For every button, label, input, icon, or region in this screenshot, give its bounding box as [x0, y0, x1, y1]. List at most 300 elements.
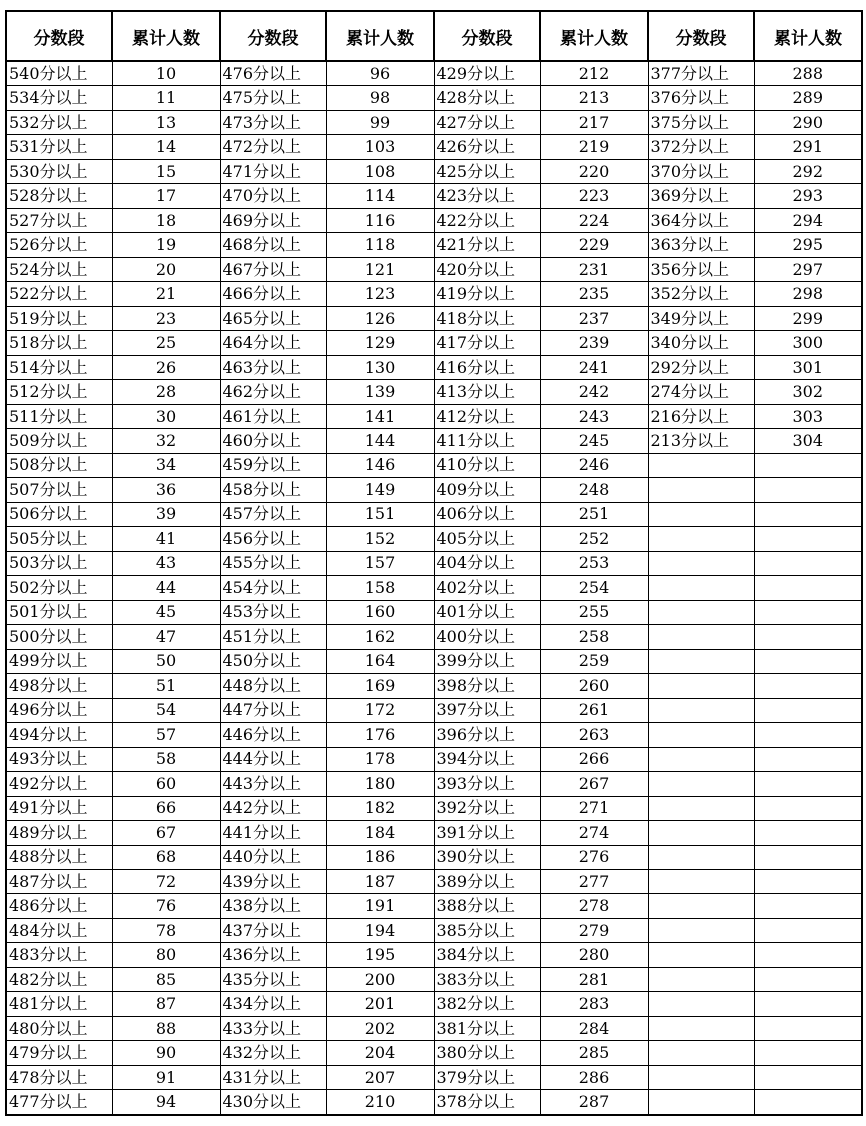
score-range-cell: 417分以上	[434, 331, 540, 355]
cumulative-count-cell: 130	[326, 355, 434, 379]
cumulative-count-cell: 21	[112, 282, 220, 306]
cumulative-count-cell: 34	[112, 453, 220, 477]
score-range-cell	[648, 943, 754, 967]
score-range-cell: 493分以上	[6, 747, 112, 771]
score-range-cell: 376分以上	[648, 86, 754, 110]
score-range-cell	[648, 894, 754, 918]
score-range-cell: 443分以上	[220, 772, 326, 796]
cumulative-count-cell: 50	[112, 649, 220, 673]
cumulative-count-cell: 103	[326, 135, 434, 159]
cumulative-count-cell: 149	[326, 478, 434, 502]
score-range-cell	[648, 551, 754, 575]
score-range-cell: 447分以上	[220, 698, 326, 722]
cumulative-count-cell	[754, 943, 862, 967]
cumulative-count-cell: 259	[540, 649, 648, 673]
score-range-cell: 429分以上	[434, 61, 540, 86]
cumulative-count-cell: 58	[112, 747, 220, 771]
score-range-cell: 419分以上	[434, 282, 540, 306]
score-range-cell: 512分以上	[6, 380, 112, 404]
header-cumulative-count-1: 累计人数	[112, 11, 220, 61]
cumulative-count-cell: 301	[754, 355, 862, 379]
cumulative-count-cell: 88	[112, 1016, 220, 1040]
score-range-cell: 501分以上	[6, 600, 112, 624]
score-range-cell: 462分以上	[220, 380, 326, 404]
score-range-cell: 369分以上	[648, 184, 754, 208]
score-range-cell: 421分以上	[434, 233, 540, 257]
cumulative-count-cell: 286	[540, 1065, 648, 1089]
score-range-cell: 450分以上	[220, 649, 326, 673]
cumulative-count-cell: 204	[326, 1041, 434, 1065]
score-range-cell: 494分以上	[6, 723, 112, 747]
cumulative-count-cell: 213	[540, 86, 648, 110]
score-range-cell: 439分以上	[220, 869, 326, 893]
score-range-cell	[648, 821, 754, 845]
cumulative-count-cell: 144	[326, 429, 434, 453]
score-range-cell	[648, 502, 754, 526]
score-range-cell: 399分以上	[434, 649, 540, 673]
cumulative-count-cell: 20	[112, 257, 220, 281]
cumulative-count-cell: 126	[326, 306, 434, 330]
table-row	[6, 869, 862, 893]
score-range-cell: 396分以上	[434, 723, 540, 747]
score-range-cell: 454分以上	[220, 576, 326, 600]
score-range-cell: 406分以上	[434, 502, 540, 526]
score-range-cell: 530分以上	[6, 159, 112, 183]
score-range-cell: 383分以上	[434, 967, 540, 991]
table-row	[6, 1090, 862, 1115]
table-row	[6, 967, 862, 991]
score-range-cell: 522分以上	[6, 282, 112, 306]
score-range-cell: 492分以上	[6, 772, 112, 796]
cumulative-count-cell: 300	[754, 331, 862, 355]
score-range-cell: 488分以上	[6, 845, 112, 869]
score-range-cell: 352分以上	[648, 282, 754, 306]
cumulative-count-cell	[754, 869, 862, 893]
score-range-cell	[648, 796, 754, 820]
cumulative-count-cell	[754, 478, 862, 502]
score-range-cell: 397分以上	[434, 698, 540, 722]
table-row	[6, 110, 862, 134]
cumulative-count-cell: 68	[112, 845, 220, 869]
header-score-range-1: 分数段	[6, 11, 112, 61]
cumulative-count-cell: 118	[326, 233, 434, 257]
score-range-cell: 370分以上	[648, 159, 754, 183]
cumulative-count-cell: 123	[326, 282, 434, 306]
score-range-cell: 503分以上	[6, 551, 112, 575]
score-range-cell: 440分以上	[220, 845, 326, 869]
score-range-cell	[648, 1090, 754, 1115]
cumulative-count-cell: 202	[326, 1016, 434, 1040]
score-range-cell: 477分以上	[6, 1090, 112, 1115]
score-range-cell	[648, 992, 754, 1016]
score-range-cell: 420分以上	[434, 257, 540, 281]
cumulative-count-cell: 302	[754, 380, 862, 404]
score-range-cell: 502分以上	[6, 576, 112, 600]
score-range-cell: 398分以上	[434, 674, 540, 698]
score-range-cell: 475分以上	[220, 86, 326, 110]
cumulative-count-cell: 14	[112, 135, 220, 159]
table-row	[6, 355, 862, 379]
score-range-cell: 463分以上	[220, 355, 326, 379]
cumulative-count-cell	[754, 1041, 862, 1065]
score-range-cell: 487分以上	[6, 869, 112, 893]
score-range-cell: 448分以上	[220, 674, 326, 698]
cumulative-count-cell: 246	[540, 453, 648, 477]
cumulative-count-cell: 191	[326, 894, 434, 918]
score-range-cell: 499分以上	[6, 649, 112, 673]
score-range-cell: 496分以上	[6, 698, 112, 722]
cumulative-count-cell: 96	[326, 61, 434, 86]
cumulative-count-cell: 10	[112, 61, 220, 86]
score-range-cell: 460分以上	[220, 429, 326, 453]
cumulative-count-cell: 157	[326, 551, 434, 575]
cumulative-count-cell: 178	[326, 747, 434, 771]
score-range-cell: 400分以上	[434, 625, 540, 649]
cumulative-count-cell: 94	[112, 1090, 220, 1115]
score-range-cell: 442分以上	[220, 796, 326, 820]
cumulative-count-cell: 51	[112, 674, 220, 698]
score-range-cell	[648, 527, 754, 551]
cumulative-count-cell: 91	[112, 1065, 220, 1089]
cumulative-count-cell: 108	[326, 159, 434, 183]
score-range-cell	[648, 1016, 754, 1040]
cumulative-count-cell	[754, 527, 862, 551]
cumulative-count-cell: 217	[540, 110, 648, 134]
score-range-cell: 458分以上	[220, 478, 326, 502]
cumulative-count-cell: 13	[112, 110, 220, 134]
cumulative-count-cell: 195	[326, 943, 434, 967]
cumulative-count-cell: 271	[540, 796, 648, 820]
table-row	[6, 527, 862, 551]
table-row	[6, 845, 862, 869]
cumulative-count-cell: 45	[112, 600, 220, 624]
cumulative-count-cell: 297	[754, 257, 862, 281]
cumulative-count-cell: 281	[540, 967, 648, 991]
table-row	[6, 453, 862, 477]
score-range-cell: 349分以上	[648, 306, 754, 330]
table-row	[6, 380, 862, 404]
score-range-cell: 526分以上	[6, 233, 112, 257]
cumulative-count-cell	[754, 723, 862, 747]
score-range-cell: 519分以上	[6, 306, 112, 330]
cumulative-count-cell: 251	[540, 502, 648, 526]
cumulative-count-cell	[754, 551, 862, 575]
cumulative-count-cell: 164	[326, 649, 434, 673]
cumulative-count-cell: 254	[540, 576, 648, 600]
score-range-cell: 468分以上	[220, 233, 326, 257]
score-range-cell: 461分以上	[220, 404, 326, 428]
score-range-cell: 505分以上	[6, 527, 112, 551]
table-row	[6, 184, 862, 208]
score-range-cell: 390分以上	[434, 845, 540, 869]
cumulative-count-cell: 304	[754, 429, 862, 453]
score-range-cell	[648, 869, 754, 893]
cumulative-count-cell: 245	[540, 429, 648, 453]
score-range-cell: 410分以上	[434, 453, 540, 477]
cumulative-count-cell: 98	[326, 86, 434, 110]
cumulative-count-cell	[754, 625, 862, 649]
cumulative-count-cell	[754, 453, 862, 477]
cumulative-count-cell: 67	[112, 821, 220, 845]
table-row	[6, 86, 862, 110]
score-range-cell: 216分以上	[648, 404, 754, 428]
cumulative-count-cell: 162	[326, 625, 434, 649]
score-range-cell: 425分以上	[434, 159, 540, 183]
cumulative-count-cell: 255	[540, 600, 648, 624]
score-distribution-sheet	[5, 10, 861, 1116]
score-range-cell: 508分以上	[6, 453, 112, 477]
score-range-cell: 413分以上	[434, 380, 540, 404]
cumulative-count-cell: 76	[112, 894, 220, 918]
cumulative-count-cell: 129	[326, 331, 434, 355]
cumulative-count-cell: 299	[754, 306, 862, 330]
cumulative-count-cell: 280	[540, 943, 648, 967]
cumulative-count-cell: 141	[326, 404, 434, 428]
score-range-cell: 426分以上	[434, 135, 540, 159]
cumulative-count-cell: 274	[540, 821, 648, 845]
score-range-cell: 427分以上	[434, 110, 540, 134]
score-range-cell: 459分以上	[220, 453, 326, 477]
score-range-cell: 491分以上	[6, 796, 112, 820]
cumulative-count-cell: 194	[326, 918, 434, 942]
score-range-cell: 514分以上	[6, 355, 112, 379]
score-range-cell: 418分以上	[434, 306, 540, 330]
cumulative-count-cell: 303	[754, 404, 862, 428]
score-range-cell: 482分以上	[6, 967, 112, 991]
cumulative-count-cell	[754, 918, 862, 942]
score-range-cell: 391分以上	[434, 821, 540, 845]
cumulative-count-cell	[754, 821, 862, 845]
cumulative-count-cell: 298	[754, 282, 862, 306]
score-range-cell: 405分以上	[434, 527, 540, 551]
cumulative-count-cell: 160	[326, 600, 434, 624]
score-range-cell: 375分以上	[648, 110, 754, 134]
score-range-cell: 473分以上	[220, 110, 326, 134]
cumulative-count-cell: 289	[754, 86, 862, 110]
score-range-cell: 453分以上	[220, 600, 326, 624]
score-range-cell: 478分以上	[6, 1065, 112, 1089]
cumulative-count-cell: 292	[754, 159, 862, 183]
cumulative-count-cell: 60	[112, 772, 220, 796]
cumulative-count-cell: 41	[112, 527, 220, 551]
score-range-cell: 377分以上	[648, 61, 754, 86]
score-range-cell: 409分以上	[434, 478, 540, 502]
score-range-cell: 518分以上	[6, 331, 112, 355]
table-row	[6, 551, 862, 575]
cumulative-count-cell: 36	[112, 478, 220, 502]
cumulative-count-cell: 66	[112, 796, 220, 820]
score-range-cell: 412分以上	[434, 404, 540, 428]
score-range-cell	[648, 674, 754, 698]
score-range-cell: 506分以上	[6, 502, 112, 526]
cumulative-count-cell	[754, 1090, 862, 1115]
cumulative-count-cell: 17	[112, 184, 220, 208]
cumulative-count-cell	[754, 772, 862, 796]
score-range-cell: 479分以上	[6, 1041, 112, 1065]
score-range-cell: 456分以上	[220, 527, 326, 551]
cumulative-count-cell: 253	[540, 551, 648, 575]
cumulative-count-cell: 231	[540, 257, 648, 281]
score-range-cell: 422分以上	[434, 208, 540, 232]
table-body	[6, 61, 862, 1115]
score-range-cell	[648, 845, 754, 869]
score-range-cell: 401分以上	[434, 600, 540, 624]
cumulative-count-cell: 276	[540, 845, 648, 869]
cumulative-count-cell: 242	[540, 380, 648, 404]
score-range-cell: 467分以上	[220, 257, 326, 281]
cumulative-count-cell: 293	[754, 184, 862, 208]
score-range-cell: 470分以上	[220, 184, 326, 208]
score-range-cell: 446分以上	[220, 723, 326, 747]
cumulative-count-cell: 219	[540, 135, 648, 159]
score-range-cell	[648, 918, 754, 942]
score-range-cell: 378分以上	[434, 1090, 540, 1115]
score-range-cell: 455分以上	[220, 551, 326, 575]
score-range-cell: 392分以上	[434, 796, 540, 820]
cumulative-count-cell: 28	[112, 380, 220, 404]
table-row	[6, 918, 862, 942]
score-range-cell: 466分以上	[220, 282, 326, 306]
cumulative-count-cell: 266	[540, 747, 648, 771]
score-range-cell: 402分以上	[434, 576, 540, 600]
table-row	[6, 796, 862, 820]
cumulative-count-cell: 223	[540, 184, 648, 208]
score-range-cell	[648, 600, 754, 624]
cumulative-count-cell: 186	[326, 845, 434, 869]
score-range-cell	[648, 772, 754, 796]
cumulative-count-cell: 284	[540, 1016, 648, 1040]
cumulative-count-cell	[754, 502, 862, 526]
cumulative-count-cell: 158	[326, 576, 434, 600]
table-row	[6, 747, 862, 771]
score-range-cell	[648, 576, 754, 600]
cumulative-count-cell: 243	[540, 404, 648, 428]
score-range-cell: 484分以上	[6, 918, 112, 942]
table-row	[6, 723, 862, 747]
cumulative-count-cell: 116	[326, 208, 434, 232]
cumulative-count-cell: 172	[326, 698, 434, 722]
table-row	[6, 698, 862, 722]
score-range-cell: 483分以上	[6, 943, 112, 967]
cumulative-count-cell: 25	[112, 331, 220, 355]
header-cumulative-count-2: 累计人数	[326, 11, 434, 61]
score-range-cell	[648, 649, 754, 673]
table-row	[6, 233, 862, 257]
score-range-cell: 436分以上	[220, 943, 326, 967]
table-row	[6, 208, 862, 232]
score-range-cell: 471分以上	[220, 159, 326, 183]
cumulative-count-cell: 151	[326, 502, 434, 526]
cumulative-count-cell: 26	[112, 355, 220, 379]
cumulative-count-cell: 288	[754, 61, 862, 86]
table-row	[6, 649, 862, 673]
cumulative-count-cell: 114	[326, 184, 434, 208]
cumulative-count-cell: 261	[540, 698, 648, 722]
score-range-cell: 433分以上	[220, 1016, 326, 1040]
cumulative-count-cell: 258	[540, 625, 648, 649]
table-row	[6, 576, 862, 600]
score-range-cell: 464分以上	[220, 331, 326, 355]
cumulative-count-cell: 87	[112, 992, 220, 1016]
score-range-cell: 476分以上	[220, 61, 326, 86]
cumulative-count-cell: 15	[112, 159, 220, 183]
table-row	[6, 600, 862, 624]
cumulative-count-cell	[754, 967, 862, 991]
table-row	[6, 429, 862, 453]
score-range-cell: 432分以上	[220, 1041, 326, 1065]
cumulative-count-cell: 263	[540, 723, 648, 747]
cumulative-count-cell: 30	[112, 404, 220, 428]
cumulative-count-cell: 239	[540, 331, 648, 355]
cumulative-count-cell: 210	[326, 1090, 434, 1115]
score-range-cell: 437分以上	[220, 918, 326, 942]
cumulative-count-cell	[754, 845, 862, 869]
table-row	[6, 625, 862, 649]
score-range-cell: 382分以上	[434, 992, 540, 1016]
cumulative-count-cell: 241	[540, 355, 648, 379]
cumulative-count-cell: 184	[326, 821, 434, 845]
cumulative-count-cell: 32	[112, 429, 220, 453]
cumulative-count-cell: 85	[112, 967, 220, 991]
cumulative-count-cell: 152	[326, 527, 434, 551]
score-range-cell: 498分以上	[6, 674, 112, 698]
header-cumulative-count-3: 累计人数	[540, 11, 648, 61]
score-range-cell: 394分以上	[434, 747, 540, 771]
score-range-cell: 438分以上	[220, 894, 326, 918]
cumulative-count-cell	[754, 600, 862, 624]
score-range-cell: 381分以上	[434, 1016, 540, 1040]
header-score-range-2: 分数段	[220, 11, 326, 61]
score-range-cell	[648, 698, 754, 722]
table-row	[6, 61, 862, 86]
score-range-cell: 527分以上	[6, 208, 112, 232]
score-range-cell: 441分以上	[220, 821, 326, 845]
score-range-cell: 444分以上	[220, 747, 326, 771]
cumulative-count-cell: 277	[540, 869, 648, 893]
score-range-cell	[648, 625, 754, 649]
table-row	[6, 1041, 862, 1065]
cumulative-count-cell: 54	[112, 698, 220, 722]
cumulative-count-cell: 201	[326, 992, 434, 1016]
score-range-cell: 431分以上	[220, 1065, 326, 1089]
cumulative-count-cell	[754, 576, 862, 600]
cumulative-count-cell: 278	[540, 894, 648, 918]
table-row	[6, 1016, 862, 1040]
score-range-cell: 356分以上	[648, 257, 754, 281]
score-range-cell: 404分以上	[434, 551, 540, 575]
score-range-cell: 363分以上	[648, 233, 754, 257]
table-row	[6, 894, 862, 918]
score-range-cell: 451分以上	[220, 625, 326, 649]
cumulative-count-cell	[754, 698, 862, 722]
cumulative-count-cell: 99	[326, 110, 434, 134]
score-range-cell: 434分以上	[220, 992, 326, 1016]
cumulative-count-cell: 267	[540, 772, 648, 796]
score-range-cell: 384分以上	[434, 943, 540, 967]
score-range-cell	[648, 967, 754, 991]
cumulative-count-cell: 285	[540, 1041, 648, 1065]
score-range-cell: 340分以上	[648, 331, 754, 355]
table-row	[6, 992, 862, 1016]
score-range-cell: 481分以上	[6, 992, 112, 1016]
cumulative-count-cell	[754, 649, 862, 673]
cumulative-count-cell	[754, 1065, 862, 1089]
header-cumulative-count-4: 累计人数	[754, 11, 862, 61]
score-range-cell: 388分以上	[434, 894, 540, 918]
score-range-cell	[648, 723, 754, 747]
score-range-cell: 274分以上	[648, 380, 754, 404]
cumulative-count-cell: 187	[326, 869, 434, 893]
